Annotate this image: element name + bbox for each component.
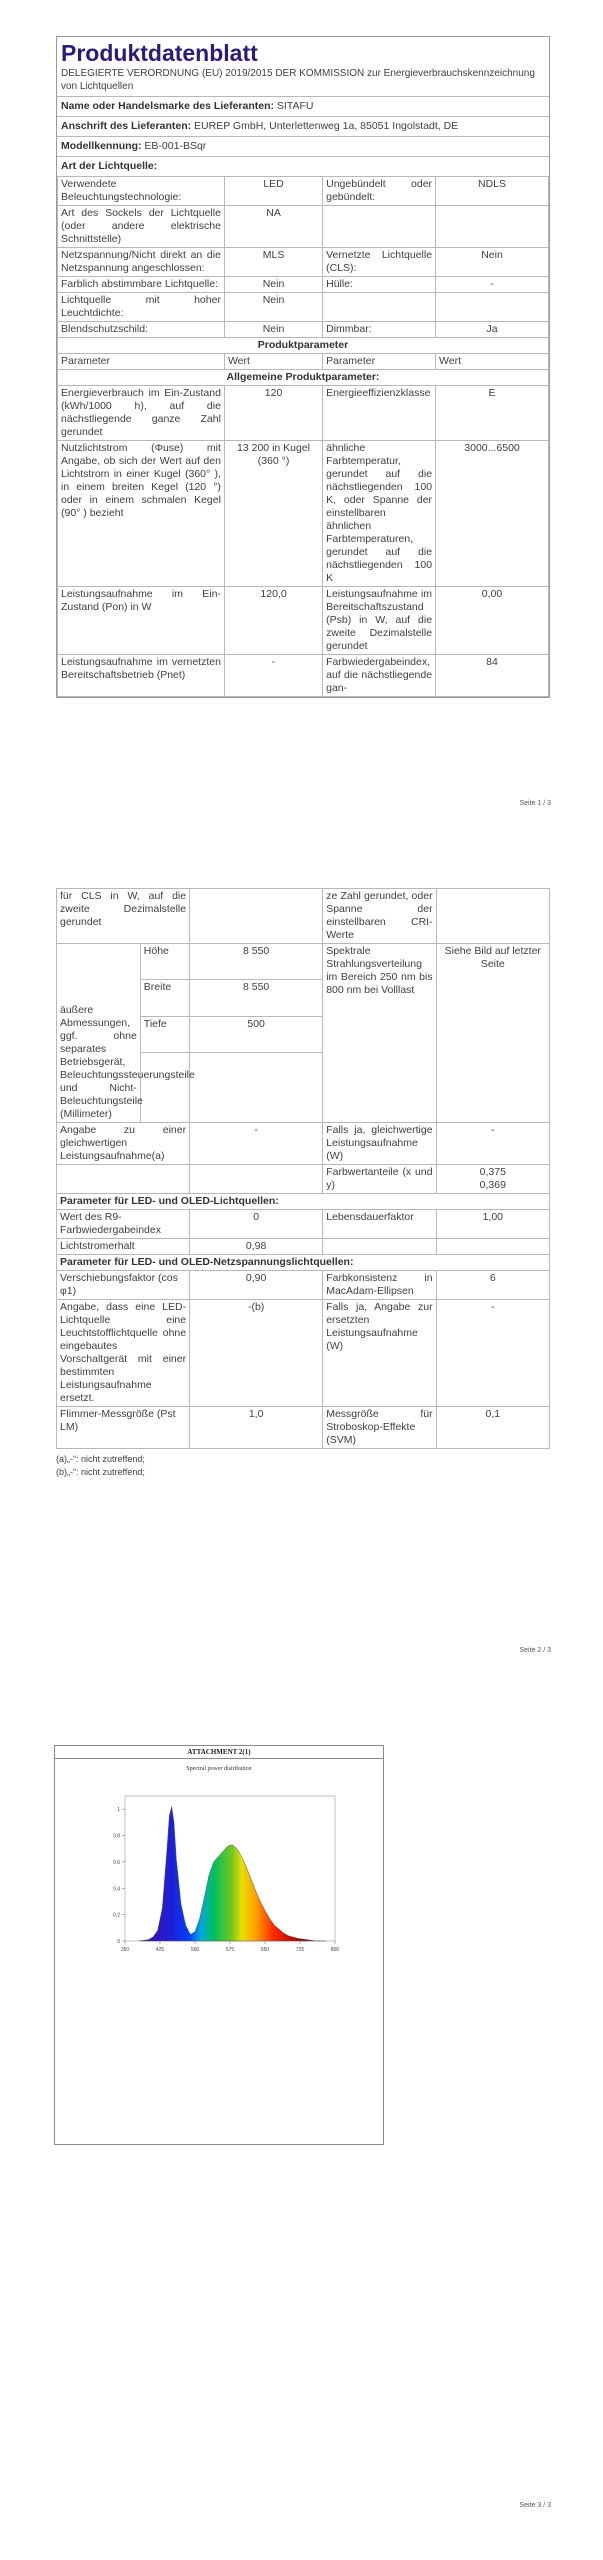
type-l2: Hülle: [323,277,436,293]
r9-row [57,1210,550,1239]
general-v1: - [224,655,322,697]
supplier-value: SITAFU [276,100,314,112]
type-v1: Nein [224,322,322,338]
type-v2: Nein [436,248,549,277]
dims-empty-2 [190,1053,323,1123]
dims-row-1 [57,944,550,980]
type-heading-row [57,157,549,176]
general-l2: Leistungsaufnahme im Bereitschaftszustand (Psb) in W, auf die zweite Dezimalstelle gerundet [323,587,436,655]
type-row [58,293,549,322]
dims-label: äußere Abmessungen, ggf. ohne separates Betriebsgerät, Beleuchtungssteuerungsteile und Nicht-Beleuchtungsteile (Millimeter) [57,944,141,1123]
note-b: (b)„-“: nicht zutreffend; [56,1467,145,1477]
type-v1: LED [224,177,322,206]
general-l1: Leistungsaufnahme im vernetzten Bereitschaftsbetrieb (Pnet) [58,655,225,697]
x-tick-label: 725 [295,1947,305,1953]
led-heading-row [57,1194,550,1210]
chart-title: Spectral power distribution [186,1766,252,1772]
general-l2: ähnliche Farbtemperatur, gerundet auf die nächstliegenden 100 K, oder Spanne der einstellbaren ähnlichen Farbtemperaturen, gerundet auf die nächstliegenden 100 K [323,441,436,587]
dim-value-0: 8 550 [190,944,323,980]
col-param-2: Parameter [323,354,436,370]
replace-row [57,1300,550,1407]
general-l2: Energieeffizienzklasse [323,386,436,441]
general-l1: Leistungsaufnahme im Ein-Zustand (Pon) in W [58,587,225,655]
macadam-value: 6 [436,1271,549,1300]
type-v2 [436,293,549,322]
general-v2: E [436,386,549,441]
type-row [58,177,549,206]
type-v1: Nein [224,277,322,293]
cont-right: ze Zahl gerundet, oder Spanne der einstellbaren CRI-Werte [323,889,436,944]
shift-row [57,1271,550,1300]
y-tick-label: 0.6 [113,1859,120,1866]
dim-value-1: 8 550 [190,980,323,1016]
type-v2: - [436,277,549,293]
color-values [436,1165,549,1194]
doc-title: Produktdatenblatt [61,40,258,66]
equiv2-value: - [436,1123,549,1165]
maint-label: Lichtstromerhalt [57,1239,190,1255]
r9-value: 0 [190,1210,323,1239]
type-row [58,322,549,338]
type-v1: Nein [224,293,322,322]
type-l1: Netzspannung/Nicht direkt an die Netzspannung angeschlossen: [58,248,225,277]
y-tick-label: 0.4 [113,1886,120,1893]
type-l2 [323,206,436,248]
type-v2 [436,206,549,248]
attachment-heading: ATTACHMENT 2(1) [55,1746,383,1759]
equiv2-label: Falls ja, gleichwertige Leistungsaufnahme (W) [323,1123,436,1165]
strobo-value: 0,1 [436,1407,549,1449]
general-l2: Farbwiedergabeindex, auf die nächstliegende gan- [323,655,436,697]
color-empty [57,1165,190,1194]
strobo-label: Messgröße für Stroboskop-Effekte (SVM) [323,1407,436,1449]
address-row [57,117,549,137]
spd-area [139,1807,326,1941]
general-v1: 13 200 in Kugel (360 °) [224,441,322,587]
footnotes [56,1453,550,1479]
led-heading: Parameter für LED- und OLED-Lichtquellen: [57,1194,550,1210]
y-tick-label: 0 [117,1939,120,1945]
color-label: Farbwertanteile (x und y) [323,1165,436,1194]
page3-footer: Seite 3 / 3 [519,2502,551,2509]
r9-label: Wert des R9-Farbwiedergabeindex [57,1210,190,1239]
doc-subtitle: DELEGIERTE VERORDNUNG (EU) 2019/2015 DER KOMMISSION zur Energieverbrauchskennzeichnung von Lichtquellen [57,67,549,97]
spectral-value: Siehe Bild auf letzter Seite [436,944,549,1123]
maint-row [57,1239,550,1255]
page2-table [56,888,550,1449]
page-1 [56,36,550,698]
dim-value-2: 500 [190,1016,323,1052]
cont-empty-2 [436,889,549,944]
x-tick-label: 575 [225,1947,235,1953]
dim-name-2: Tiefe [140,1016,189,1052]
model-value: EB-001-BSqr [144,140,207,152]
type-l2 [323,293,436,322]
macadam-label: Farbkonsistenz in MacAdam-Ellipsen [323,1271,436,1300]
general-row [58,441,549,587]
type-v1: NA [224,206,322,248]
y-tick-label: 0.2 [113,1912,120,1919]
type-l2: Ungebündelt oder gebündelt: [323,177,436,206]
maint-empty [323,1239,436,1255]
flicker-row [57,1407,550,1449]
x-tick-label: 425 [155,1947,165,1953]
cont-row [57,889,550,944]
x-tick-label: 650 [260,1947,270,1953]
supplier-row [57,97,549,117]
dims-empty [140,1053,189,1123]
life-value: 1,00 [436,1210,549,1239]
life-label: Lebensdauerfaktor [323,1210,436,1239]
y-tick-label: 1 [117,1807,120,1814]
shift-value: 0,90 [190,1271,323,1300]
col-param-1: Parameter [58,354,225,370]
type-l2: Vernetzte Lichtquelle (CLS): [323,248,436,277]
color-row [57,1165,550,1194]
general-v1: 120 [224,386,322,441]
address-label: Anschrift des Lieferanten: [61,120,192,132]
col-value-2: Wert [436,354,549,370]
type-l1: Farblich abstimmbare Lichtquelle: [58,277,225,293]
replace-label: Angabe, dass eine LED-Lichtquelle eine Leuchtstofflichtquelle ohne eingebautes Vorschaltgerät mit einer bestimmten Leistungsaufnahme ersetzt. [57,1300,190,1407]
type-l1: Lichtquelle mit hoher Leuchtdichte: [58,293,225,322]
model-label: Modellkennung: [61,140,142,152]
dim-name-0: Höhe [140,944,189,980]
flicker-value: 1,0 [190,1407,323,1449]
general-l1: Energieverbrauch im Ein-Zustand (kWh/1000 h), auf die nächstliegende ganze Zahl gerundet [58,386,225,441]
general-v2: 0,00 [436,587,549,655]
general-row [58,655,549,697]
replace-value: -(b) [190,1300,323,1407]
supplier-label: Name oder Handelsmarke des Lieferanten: [61,100,274,112]
attachment-box [54,1745,384,2145]
type-row [58,277,549,293]
mains-heading-row [57,1255,550,1271]
type-row [58,248,549,277]
x-tick-label: 800 [330,1947,340,1953]
color-y: 0,369 [479,1179,506,1191]
color-x: 0,375 [479,1166,506,1178]
page1-footer: Seite 1 / 3 [519,800,551,807]
type-l1: Art des Sockels der Lichtquelle (oder andere elektrische Schnittstelle) [58,206,225,248]
general-v2: 3000...6500 [436,441,549,587]
col-value-1: Wert [224,354,322,370]
x-tick-label: 350 [120,1947,130,1953]
type-l1: Blendschutzschild: [58,322,225,338]
type-label: Art der Lichtquelle: [61,160,158,172]
page2-footer: Seite 2 / 3 [519,1647,551,1654]
color-empty-2 [190,1165,323,1194]
params-heading: Produktparameter [58,338,549,354]
cont-empty [190,889,323,944]
params-colheads [58,354,549,370]
equiv-value: - [190,1123,323,1165]
type-v1: MLS [224,248,322,277]
mains-heading: Parameter für LED- und OLED-Netzspannungslichtquellen: [57,1255,550,1271]
general-v1: 120,0 [224,587,322,655]
general-v2: 84 [436,655,549,697]
type-row [58,206,549,248]
y-tick-label: 0.8 [113,1833,120,1840]
general-row [58,587,549,655]
replace2-value: - [436,1300,549,1407]
type-table [57,176,549,697]
shift-label: Verschiebungsfaktor (cos φ1) [57,1271,190,1300]
general-heading: Allgemeine Produktparameter: [58,370,549,386]
general-row [58,386,549,441]
type-l2: Dimmbar: [323,322,436,338]
type-v2: Ja [436,322,549,338]
params-heading-row [58,338,549,354]
maint-value: 0,98 [190,1239,323,1255]
equiv-row [57,1123,550,1165]
spd-chart [95,1786,345,1966]
type-v2: NDLS [436,177,549,206]
general-l1: Nutzlichtstrom (Φuse) mit Angabe, ob sich der Wert auf den Lichtstrom in einer Kugel (360° ), in einem breiten Kegel (120 °) oder in einem schmalen Kegel (90° ) bezieht [58,441,225,587]
note-a: (a)„-“: nicht zutreffend; [56,1454,145,1464]
page-2 [56,888,550,1479]
model-row [57,137,549,157]
address-value: EUREP GmbH, Unterlettenweg 1a, 85051 Ingolstadt, DE [194,120,459,132]
general-heading-row [58,370,549,386]
type-l1: Verwendete Beleuchtungstechnologie: [58,177,225,206]
spectral-label: Spektrale Strahlungsverteilung im Bereich 250 nm bis 800 nm bei Volllast [323,944,436,1123]
dim-name-1: Breite [140,980,189,1016]
equiv-label: Angabe zu einer gleichwertigen Leistungsaufnahme(a) [57,1123,190,1165]
cont-left: für CLS in W, auf die zweite Dezimalstelle gerundet [57,889,190,944]
maint-empty-2 [436,1239,549,1255]
x-tick-label: 500 [190,1947,200,1953]
flicker-label: Flimmer-Messgröße (Pst LM) [57,1407,190,1449]
replace2-label: Falls ja, Angabe zur ersetzten Leistungsaufnahme (W) [323,1300,436,1407]
